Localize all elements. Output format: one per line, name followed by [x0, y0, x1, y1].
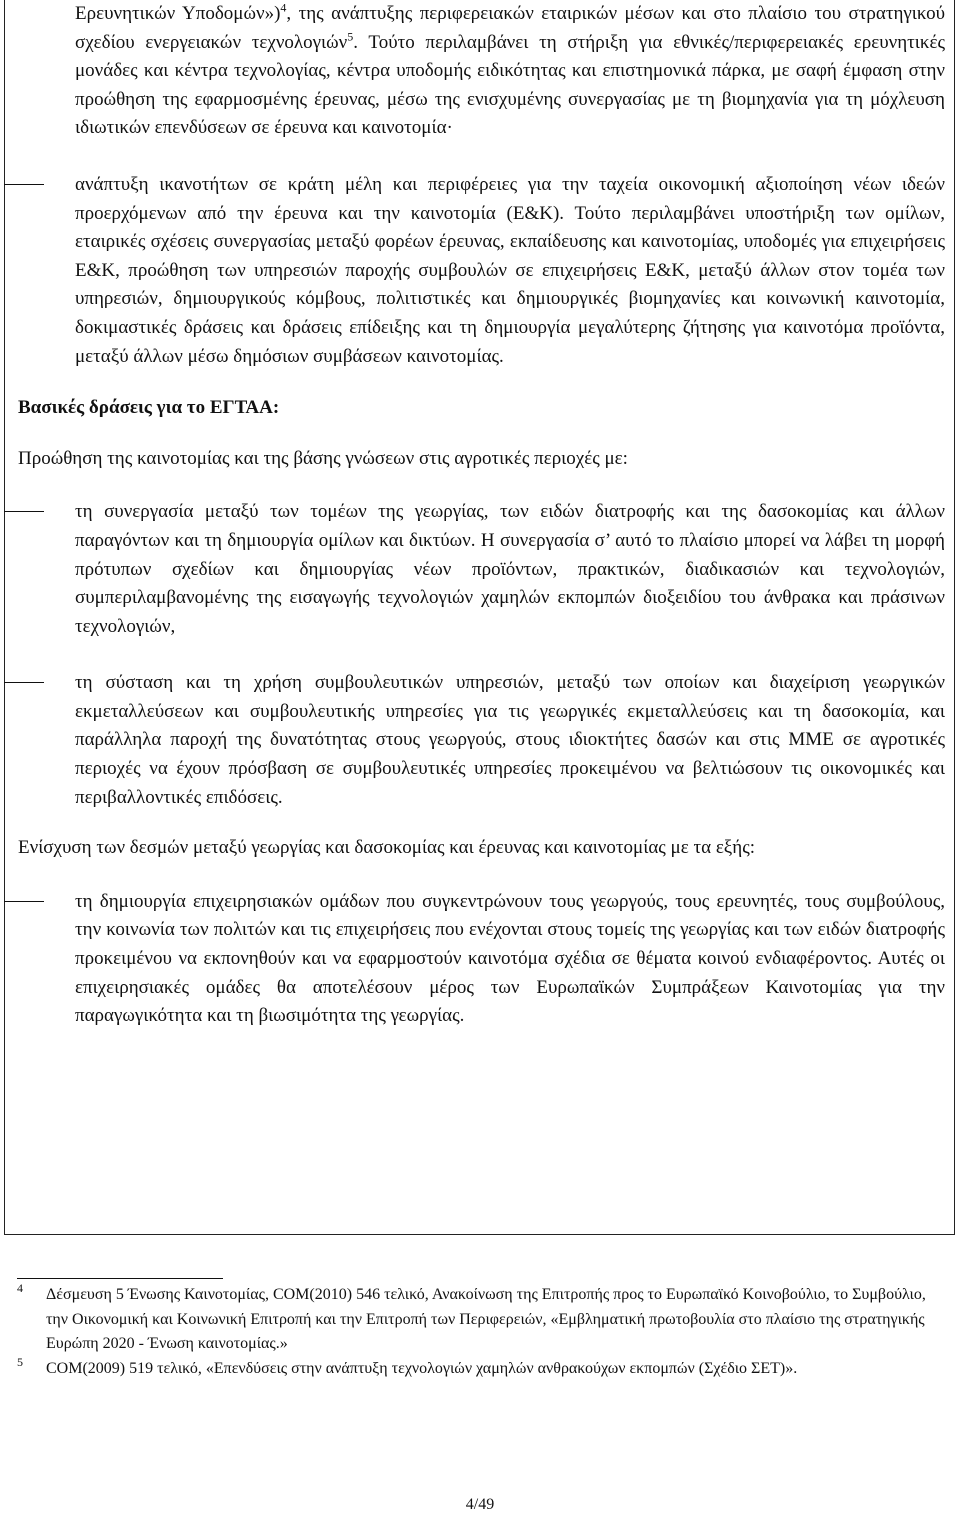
intro-paragraph: Ενίσχυση των δεσμών μεταξύ γεωργίας και δασοκομίας και έρευνας και καινοτομίας με τα εξής:: [18, 837, 756, 859]
list-item: [18, 669, 945, 812]
document-body: [18, 0, 945, 1031]
footnote-5: [17, 1354, 945, 1382]
dash-bullet-icon: [4, 511, 44, 512]
list-item-text: ανάπτυξη ικανοτήτων σε κράτη μέλη και περιφέρειες για την ταχεία οικονομική αξιοποίηση νέων ιδεών προερχόμενων από την έρευνα και την καινοτομία (Ε&Κ). Τούτο περιλαμβάνει υποστήριξη των ομίλων, εταιρικές σχέσεις συνεργασίας μεταξύ φορέων έρευνας, εκπαίδευσης και καινοτομίας, υποδομές για επιχειρήσεις Ε&Κ, προώθηση των υπηρεσιών παροχής συμβουλών σε επιχειρήσεις Ε&Κ, μεταξύ άλλων στον τομέα των υπηρεσιών, δημιουργικούς κόμβους, πολιτιστικές και δημιουργικές βιομηχανίες και κοινωνική καινοτομία, δοκιμαστικές δράσεις και δράσεις επίδειξης και τη δημιουργία μεγαλύτερης ζήτησης για καινοτόμα προϊόντα, μεταξύ άλλων μέσω δημόσιων συμβάσεων καινοτομίας.: [75, 173, 945, 367]
dash-bullet-icon: [4, 901, 44, 902]
footnote-text: COM(2009) 519 τελικό, «Επενδύσεις στην ανάπτυξη τεχνολογιών χαμηλών ανθρακούχων εκπομπών (Σχέδιο ΣΕΤ)».: [46, 1359, 798, 1377]
footnote-text: Δέσμευση 5 Ένωσης Καινοτομίας, COM(2010) 546 τελικό, Ανακοίνωση της Επιτροπής προς το Ευρωπαϊκό Κοινοβούλιο, το Συμβούλιο, την Οικονομική και Κοινωνική Επιτροπή και την Επιτροπή των Περιφερειών, «Εμβληματική πρωτοβουλία στο πλαίσιο της στρατηγικής Ευρώπη 2020 - Ένωση καινοτομίας.»: [46, 1286, 926, 1352]
list-item-text: τη σύσταση και τη χρήση συμβουλευτικών υπηρεσιών, μεταξύ των οποίων και διαχείριση γεωργικών εκμεταλλεύσεων και συμβουλευτικής υπηρεσίες για τις γεωργικές εκμεταλλεύσεις και τη δασοκομία, και παράλληλα παροχή της δυνατότητας στους γεωργούς, στους ιδιοκτήτες δασών και στις ΜΜΕ σε αγροτικές περιοχές να έχουν πρόσβαση σε συμβουλευτικές υπηρεσίες προκειμένου να βελτιώσουν τις οικονομικές και περιβαλλοντικές επιδόσεις.: [75, 672, 945, 808]
section-heading: Βασικές δράσεις για το ΕΓΤΑΑ:: [18, 397, 280, 419]
dash-bullet-icon: [4, 184, 44, 185]
list-item-text: τη δημιουργία επιχειρησιακών ομάδων που συγκεντρώνουν τους γεωργούς, τους ερευνητές, τους συμβούλους, την κοινωνία των πολιτών και τις επιχειρήσεις που ενέχονται στους τομείς της γεωργίας και των ειδών διατροφής προκειμένου να εκπονηθούν και να εφαρμοστούν καινοτόμα σχέδια σε θέματα κοινού ενδιαφέροντος. Αυτές οι επιχειρησιακές ομάδες θα αποτελέσουν μέρος των Ευρωπαϊκών Συμπράξεων Καινοτομίας για την παραγωγικότητα και τη βιωσιμότητα της γεωργίας.: [75, 890, 945, 1027]
list-item-text: τη συνεργασία μεταξύ των τομέων της γεωργίας, των ειδών διατροφής και της δασοκομίας και άλλων παραγόντων και τη δημιουργία ομίλων και δικτύων. Η συνεργασία σ’ αυτό το πλαίσιο μπορεί να λάβει τη μορφή πρότυπων σχεδίων και δημιουργίας νέων προϊόντων, πρακτικών, διαδικασιών και τεχνολογιών, συμπεριλαμβανομένης της εισαγωγής τεχνολογιών χαμηλών εκπομπών διοξειδίου του άνθρακα και πράσινων τεχνολογιών,: [75, 501, 945, 637]
footnote-separator: [17, 1278, 223, 1279]
paragraph-text: Ερευνητικών Υποδομών»): [75, 3, 281, 24]
list-item: [18, 888, 945, 1031]
footnote-ref-5[interactable]: 5: [347, 29, 354, 44]
list-item: [18, 498, 945, 641]
intro-paragraph: Προώθηση της καινοτομίας και της βάσης γνώσεων στις αγροτικές περιοχές με:: [18, 447, 628, 469]
page-number: 4/49: [465, 1496, 495, 1513]
footnotes: [17, 1283, 945, 1381]
footnote-number: 4: [17, 1281, 23, 1295]
continued-paragraph: [18, 0, 945, 143]
list-item: [18, 171, 945, 371]
dash-bullet-icon: [4, 682, 44, 683]
paragraph-text: , της ανάπτυξης περιφερειακών εταιρικών μέσων και στο πλαίσιο του στρατηγικού σχεδίου ενεργειακών τεχνολογιών: [75, 3, 945, 53]
paragraph-text: . Τούτο περιλαμβάνει τη στήριξη για εθνικές/περιφερειακές ερευνητικές μονάδες και κέντρα τεχνολογίας, κέντρα υποδομής ειδικότητας και επιστημονικά πάρκα, με σαφή έμφαση στην προώθηση της εφαρμοσμένης έρευνας, μέσω της ενισχυμένης συνεργασίας με τη βιομηχανία για τη μόχλευση ιδιωτικών επενδύσεων σε έρευνα και καινοτομία·: [75, 31, 945, 139]
footnote-ref-4[interactable]: 4: [280, 0, 287, 15]
footnote-4: [17, 1283, 945, 1357]
footnote-number: 5: [17, 1354, 23, 1369]
